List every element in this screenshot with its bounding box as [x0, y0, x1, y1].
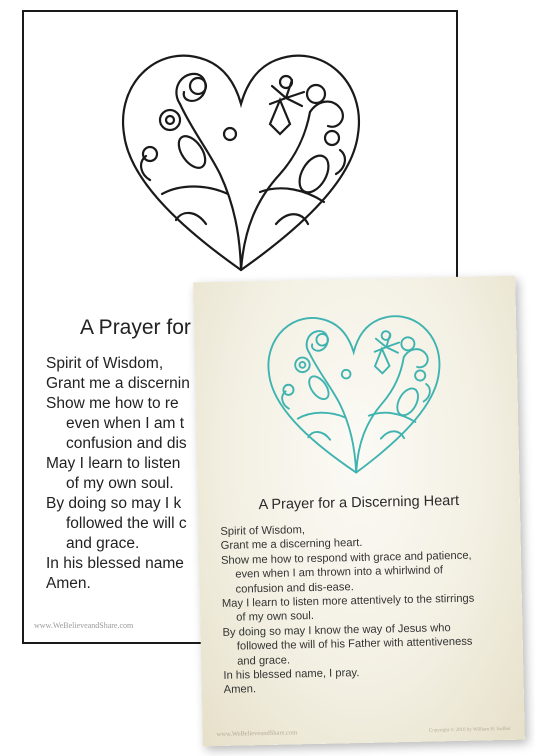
prayer-line: In his blessed name, I pray.: [223, 667, 360, 682]
prayer-line: and grace.: [236, 654, 291, 668]
prayer-line: of my own soul.: [236, 610, 315, 625]
prayer-line: followed the will of his Father with attentiveness: [236, 635, 473, 653]
prayer-line: even when I am t: [66, 415, 185, 432]
prayer-line: By doing so may I know the way of Jesus who: [222, 621, 451, 639]
prayer-line: By doing so may I k: [46, 495, 182, 512]
back-card-prayer-text: [46, 354, 190, 594]
prayer-line: Grant me a discerning heart.: [220, 537, 363, 553]
prayer-line: May I learn to listen more attentively to the stirrings: [221, 592, 475, 610]
prayer-line: Show me how to re: [46, 395, 179, 412]
prayer-line: even when I am thrown into a whirlwind of: [235, 564, 444, 581]
prayer-line: Spirit of Wisdom,: [46, 355, 164, 372]
front-card-prayer-text: [220, 520, 476, 698]
back-card-title: A Prayer for: [80, 316, 191, 339]
prayer-line: followed the will c: [66, 515, 187, 532]
prayer-line: Amen.: [46, 575, 91, 592]
floral-heart-illustration: [110, 34, 372, 284]
prayer-line: May I learn to listen: [46, 455, 181, 472]
front-prayer-card: [193, 276, 525, 747]
prayer-line: Spirit of Wisdom,: [220, 524, 306, 538]
prayer-line: In his blessed name: [46, 555, 184, 572]
prayer-line: Show me how to respond with grace and patience,: [220, 549, 472, 567]
prayer-line: and grace.: [66, 535, 140, 552]
front-card-footer-url: www.WeBelieveandShare.com: [216, 729, 298, 739]
prayer-line: of my own soul.: [66, 475, 174, 492]
front-card-copyright: Copyright © 2010 by William H. Sadlier: [428, 726, 511, 734]
front-card-title: A Prayer for a Discerning Heart: [258, 492, 460, 514]
teal-floral-heart-illustration: [258, 299, 452, 485]
prayer-line: confusion and dis: [66, 435, 187, 452]
prayer-line: confusion and dis-ease.: [235, 580, 354, 596]
prayer-line: Grant me a discernin: [46, 375, 190, 392]
prayer-line: Amen.: [223, 683, 257, 697]
back-card-footer-url: www.WeBelieveandShare.com: [34, 621, 134, 630]
